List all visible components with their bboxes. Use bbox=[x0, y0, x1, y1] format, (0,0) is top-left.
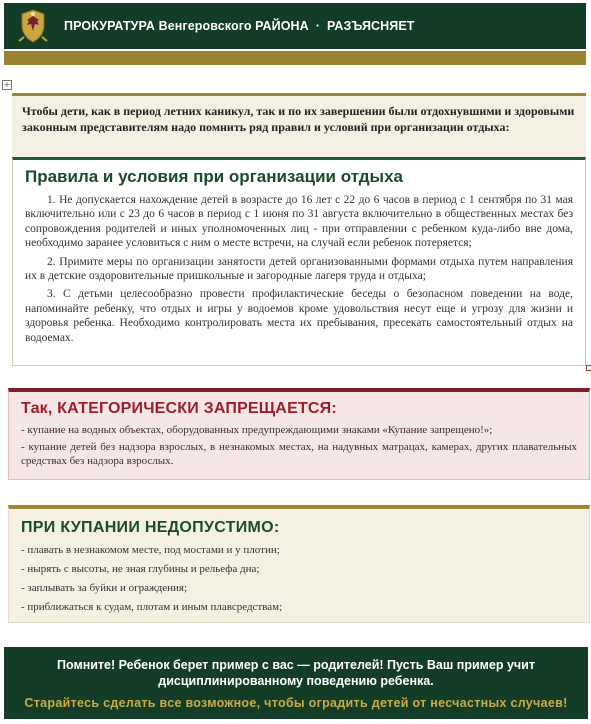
swim-item: - нырять с высоты, не зная глубины и рельефа дна; bbox=[21, 563, 260, 575]
footer-reminder: Помните! Ребенок берет пример с вас — родителей! Пусть Ваш пример учит дисциплинированному поведению ребенка. bbox=[57, 658, 535, 688]
swim-item: - плавать в незнакомом месте, под мостами и у плотин; bbox=[21, 544, 280, 556]
page-header bbox=[4, 3, 586, 49]
prosecutor-emblem-icon bbox=[14, 6, 52, 46]
resize-handle-icon[interactable] bbox=[586, 365, 591, 371]
move-handle-icon[interactable]: + bbox=[3, 80, 11, 89]
rules-item: 3. С детьми целесообразно провести профилактические беседы о безопасном поведении на воде, напоминайте ребенку, что отдых и игры у водоемов кроме удовольствия несут еще и угрозу для жизни и здоровья ребенка. Необходимо контролировать места их пребывания, пресекать самостоятельный отдых на водоемах. bbox=[25, 288, 573, 344]
footer-call-to-action: Старайтесь сделать все возможное, чтобы оградить детей от несчастных случаев! bbox=[24, 696, 568, 710]
swim-rules-block bbox=[8, 505, 590, 623]
rules-block bbox=[12, 157, 586, 366]
intro-text: Чтобы дети, как в период летних каникул, так и по их завершении были отдохнувшими и здоровыми законным представителям надо помнить ряд правил и условий при организации отдыха: bbox=[22, 104, 575, 134]
swim-item: - заплывать за буйки и ограждения; bbox=[21, 582, 188, 594]
header-title bbox=[64, 19, 415, 33]
forbidden-title: Так, КАТЕГОРИЧЕСКИ ЗАПРЕЩАЕТСЯ: bbox=[21, 400, 337, 417]
header-separator: · bbox=[315, 19, 321, 33]
rules-item: 2. Примите меры по организации занятости детей организованными формами отдыха путем направления их в детские оздоровительные пришкольные и загородные лагеря труда и отдыха; bbox=[25, 255, 573, 283]
forbidden-item: - купание детей без надзора взрослых, в незнакомых местах, на надувных матрацах, камерах, других плавательных средствах без надзора взрослых. bbox=[21, 441, 577, 467]
rules-item: 1. Не допускается нахождение детей в возрасте до 16 лет с 22 до 6 часов в период с 1 сентября по 31 мая включительно или с 23 до 6 часов в период с 1 июня по 31 августа включительно в общественных местах без сопровождения родителей и иных уполномоченных лиц - при отправлении с ребенком куда-либо вне дома, необходимо заранее условиться с ним о месте встречи, на случай если ребенок потеряется; bbox=[25, 194, 573, 250]
footer-banner bbox=[4, 647, 588, 719]
forbidden-block bbox=[8, 388, 590, 480]
swim-title: ПРИ КУПАНИИ НЕДОПУСТИМО: bbox=[21, 519, 280, 536]
header-title-action: РАЗЪЯСНЯЕТ bbox=[327, 19, 415, 33]
header-title-main: ПРОКУРАТУРА Венгеровского РАЙОНА bbox=[64, 19, 309, 33]
header-accent-bar bbox=[4, 51, 586, 65]
forbidden-item: - купание на водных объектах, оборудованных предупреждающими знаками «Купание запрещено!»; bbox=[21, 424, 493, 436]
rules-title: Правила и условия при организации отдыха bbox=[25, 167, 403, 186]
swim-item: - приближаться к судам, плотам и иным плавсредствам; bbox=[21, 601, 283, 613]
intro-block bbox=[12, 93, 586, 157]
